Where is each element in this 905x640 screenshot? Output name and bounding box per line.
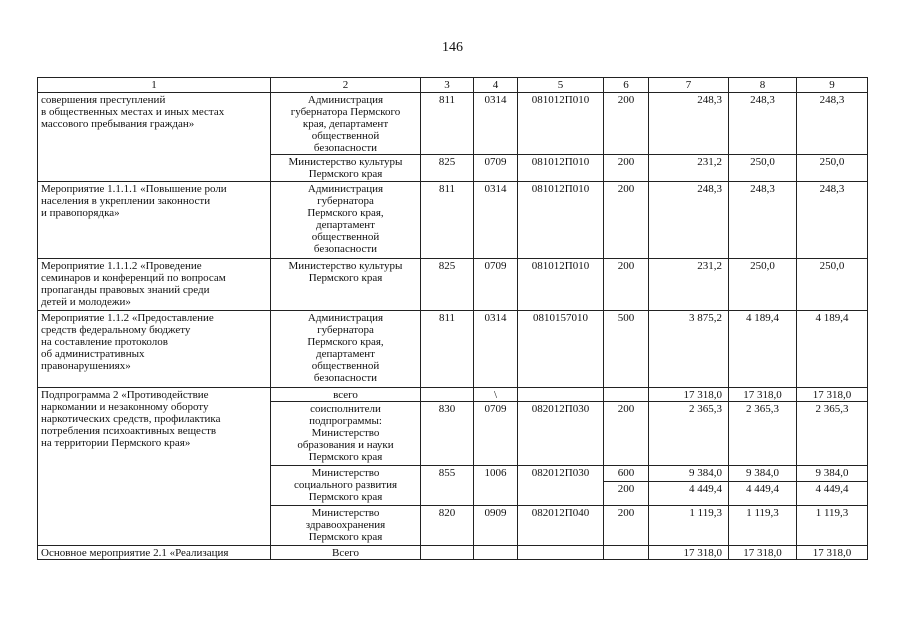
- code-ministry: 855: [421, 466, 474, 506]
- amount-col7: 248,3: [649, 182, 729, 259]
- budget-table: [37, 77, 868, 560]
- activity-name: Подпрограмма 2 «Противодействие наркомании и незаконному обороту наркотических средств, профилактика потребления психоактивных веществ на территории Пермского края»: [38, 388, 271, 546]
- code-article: 082012П040: [518, 506, 604, 546]
- table-row: [38, 388, 868, 402]
- code-section: 0709: [474, 155, 518, 182]
- code-expense-type: 600: [604, 466, 649, 482]
- amount-col9: 4 449,4: [797, 482, 868, 506]
- table-row: [38, 311, 868, 388]
- amount-col7: 9 384,0: [649, 466, 729, 482]
- code-ministry: 825: [421, 259, 474, 311]
- amount-col9: 248,3: [797, 182, 868, 259]
- header-cell: 2: [271, 78, 421, 93]
- amount-col9: 250,0: [797, 155, 868, 182]
- code-section: 0709: [474, 402, 518, 466]
- code-section: 1006: [474, 466, 518, 506]
- amount-col8: 17 318,0: [729, 388, 797, 402]
- code-ministry: 820: [421, 506, 474, 546]
- table-row: [38, 182, 868, 259]
- amount-col7: 17 318,0: [649, 546, 729, 560]
- amount-col9: 17 318,0: [797, 388, 868, 402]
- header-cell: 4: [474, 78, 518, 93]
- code-article: [518, 388, 604, 402]
- code-article: [518, 546, 604, 560]
- executor: соисполнители подпрограммы: Министерство образования и науки Пермского края: [271, 402, 421, 466]
- code-expense-type: 200: [604, 259, 649, 311]
- amount-col9: 1 119,3: [797, 506, 868, 546]
- code-expense-type: 200: [604, 93, 649, 155]
- table-row: [38, 546, 868, 560]
- code-ministry: [421, 388, 474, 402]
- amount-col8: 1 119,3: [729, 506, 797, 546]
- header-cell: 5: [518, 78, 604, 93]
- header-cell: 3: [421, 78, 474, 93]
- executor: Всего: [271, 546, 421, 560]
- activity-name: совершения преступлений в общественных местах и иных местах массового пребывания граждан»: [38, 93, 271, 182]
- executor: Министерство здравоохранения Пермского края: [271, 506, 421, 546]
- code-expense-type: [604, 388, 649, 402]
- code-section: \: [474, 388, 518, 402]
- header-cell: 7: [649, 78, 729, 93]
- amount-col8: 248,3: [729, 182, 797, 259]
- code-ministry: 811: [421, 182, 474, 259]
- executor: Министерство культуры Пермского края: [271, 155, 421, 182]
- amount-col7: 248,3: [649, 93, 729, 155]
- code-expense-type: 200: [604, 155, 649, 182]
- code-ministry: 811: [421, 311, 474, 388]
- amount-col9: 250,0: [797, 259, 868, 311]
- code-article: 081012П010: [518, 259, 604, 311]
- code-article: 0810157010: [518, 311, 604, 388]
- code-expense-type: 200: [604, 182, 649, 259]
- executor: Министерство социального развития Пермского края: [271, 466, 421, 506]
- code-expense-type: 200: [604, 506, 649, 546]
- header-cell: 8: [729, 78, 797, 93]
- code-section: 0909: [474, 506, 518, 546]
- amount-col8: 4 189,4: [729, 311, 797, 388]
- executor: Министерство культуры Пермского края: [271, 259, 421, 311]
- amount-col7: 17 318,0: [649, 388, 729, 402]
- code-section: 0314: [474, 93, 518, 155]
- code-expense-type: 500: [604, 311, 649, 388]
- amount-col8: 250,0: [729, 259, 797, 311]
- amount-col9: 17 318,0: [797, 546, 868, 560]
- amount-col9: 248,3: [797, 93, 868, 155]
- code-section: [474, 546, 518, 560]
- amount-col9: 4 189,4: [797, 311, 868, 388]
- code-article: 081012П010: [518, 155, 604, 182]
- amount-col7: 1 119,3: [649, 506, 729, 546]
- code-section: 0709: [474, 259, 518, 311]
- header-cell: 6: [604, 78, 649, 93]
- code-ministry: 830: [421, 402, 474, 466]
- code-ministry: [421, 546, 474, 560]
- amount-col9: 9 384,0: [797, 466, 868, 482]
- table-header-row: [38, 78, 868, 93]
- executor: всего: [271, 388, 421, 402]
- code-article: 082012П030: [518, 402, 604, 466]
- code-expense-type: 200: [604, 402, 649, 466]
- executor: Администрация губернатора Пермского края, департамент общественной безопасности: [271, 93, 421, 155]
- activity-name: Мероприятие 1.1.2 «Предоставление средств федеральному бюджету на составление протоколов об административных правонарушениях»: [38, 311, 271, 388]
- amount-col7: 2 365,3: [649, 402, 729, 466]
- amount-col8: 2 365,3: [729, 402, 797, 466]
- executor: Администрация губернатора Пермского края, департамент общественной безопасности: [271, 182, 421, 259]
- table-row: [38, 259, 868, 311]
- code-section: 0314: [474, 311, 518, 388]
- amount-col7: 231,2: [649, 155, 729, 182]
- header-cell: 1: [38, 78, 271, 93]
- code-expense-type: [604, 546, 649, 560]
- amount-col9: 2 365,3: [797, 402, 868, 466]
- amount-col8: 4 449,4: [729, 482, 797, 506]
- amount-col8: 248,3: [729, 93, 797, 155]
- amount-col8: 17 318,0: [729, 546, 797, 560]
- table-row: [38, 93, 868, 155]
- code-article: 081012П010: [518, 182, 604, 259]
- code-expense-type: 200: [604, 482, 649, 506]
- activity-name: Мероприятие 1.1.1.1 «Повышение роли населения в укреплении законности и правопорядка»: [38, 182, 271, 259]
- activity-name: Мероприятие 1.1.1.2 «Проведение семинаров и конференций по вопросам пропаганды правовых знаний среди детей и молодежи»: [38, 259, 271, 311]
- amount-col7: 231,2: [649, 259, 729, 311]
- page-number: 146: [442, 40, 463, 55]
- activity-name: Основное мероприятие 2.1 «Реализация: [38, 546, 271, 560]
- code-ministry: 811: [421, 93, 474, 155]
- amount-col7: 4 449,4: [649, 482, 729, 506]
- executor: Администрация губернатора Пермского края, департамент общественной безопасности: [271, 311, 421, 388]
- code-article: 081012П010: [518, 93, 604, 155]
- amount-col8: 250,0: [729, 155, 797, 182]
- code-ministry: 825: [421, 155, 474, 182]
- code-article: 082012П030: [518, 466, 604, 506]
- amount-col8: 9 384,0: [729, 466, 797, 482]
- code-section: 0314: [474, 182, 518, 259]
- header-cell: 9: [797, 78, 868, 93]
- amount-col7: 3 875,2: [649, 311, 729, 388]
